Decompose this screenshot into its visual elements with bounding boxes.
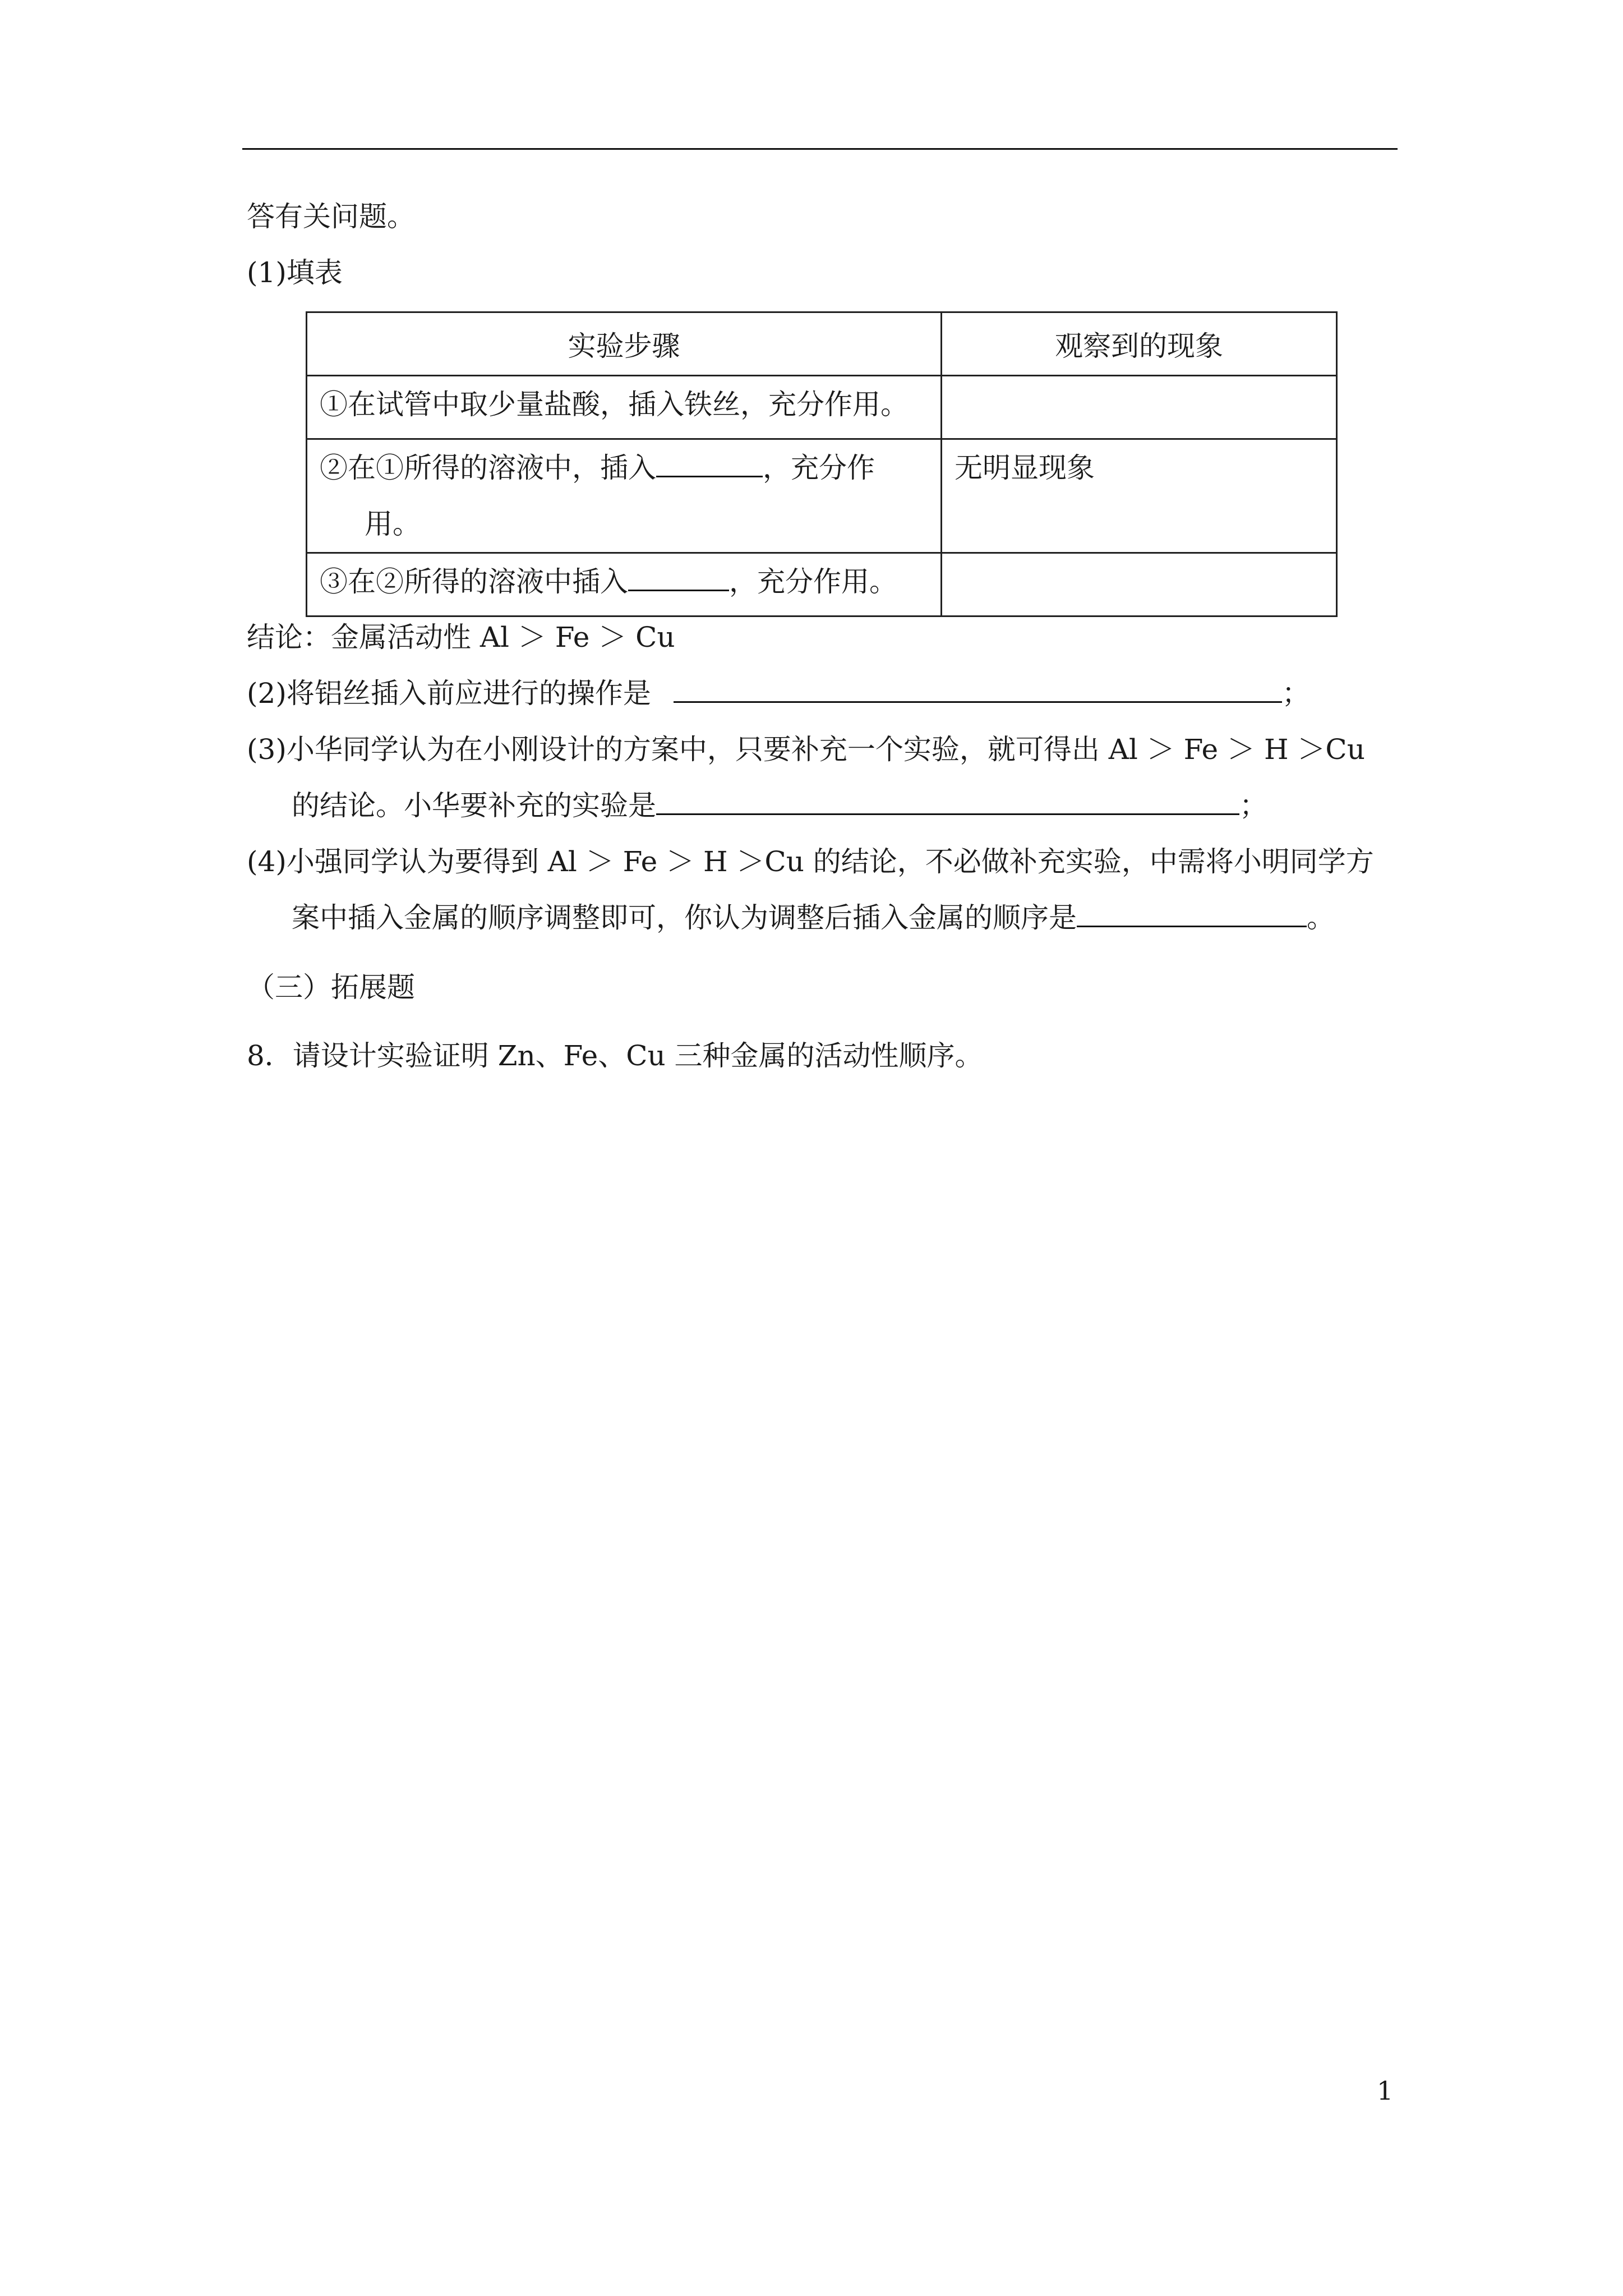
step-cell	[307, 553, 942, 616]
table-row	[307, 376, 1337, 439]
question-4-line-1: (4)小强同学认为要得到 Al ＞ Fe ＞ H ＞Cu 的结论，不必做补充实验，中需将小明同学方	[247, 845, 1374, 878]
question-4-line-2	[292, 901, 1335, 935]
step-text-b: ，充分作	[763, 452, 875, 484]
fill-blank[interactable]	[656, 789, 1239, 815]
table-header-observations: 观察到的现象	[942, 312, 1337, 376]
step-text-c: 用。	[365, 508, 421, 540]
fill-blank[interactable]	[628, 565, 729, 591]
page-number: 1	[1377, 2076, 1394, 2106]
section-3-heading: （三）拓展题	[247, 971, 415, 1004]
question-3-end: ；	[1239, 789, 1267, 822]
intro-text: 答有关问题。	[247, 200, 415, 233]
question-1-label: (1)填表	[247, 256, 343, 289]
conclusion-text: 结论：金属活动性 Al ＞ Fe ＞ Cu	[247, 621, 675, 654]
experiment-table	[306, 311, 1338, 617]
question-2	[247, 677, 1310, 710]
table-header-row	[307, 312, 1337, 376]
question-2-end: ；	[1281, 677, 1310, 710]
question-3-line-2	[292, 789, 1267, 822]
table-row	[307, 553, 1337, 616]
observation-cell: 无明显现象	[942, 439, 1337, 553]
step-cell	[307, 439, 942, 553]
table-header-steps: 实验步骤	[307, 312, 942, 376]
fill-blank[interactable]	[674, 677, 1282, 703]
fill-blank[interactable]	[1077, 901, 1307, 927]
question-4-text: 案中插入金属的顺序调整即可，你认为调整后插入金属的顺序是	[292, 901, 1077, 934]
question-8: 8．请设计实验证明 Zn、Fe、Cu 三种金属的活动性顺序。	[247, 1039, 983, 1072]
question-2-text: (2)将铝丝插入前应进行的操作是	[247, 677, 651, 710]
fill-blank[interactable]	[656, 451, 763, 477]
observation-cell	[942, 553, 1337, 616]
observation-cell	[942, 376, 1337, 439]
question-3-line-1: (3)小华同学认为在小刚设计的方案中，只要补充一个实验，就可得出 Al ＞ Fe ＞ H ＞Cu	[247, 733, 1365, 766]
table-row	[307, 439, 1337, 553]
step-cell: ①在试管中取少量盐酸，插入铁丝，充分作用。	[307, 376, 942, 439]
header-rule	[242, 148, 1398, 150]
step-text-b: ，充分作用。	[729, 565, 897, 598]
step-text-a: ②在①所得的溶液中，插入	[320, 452, 656, 484]
question-4-end: 。	[1307, 901, 1335, 934]
question-3-text: 的结论。小华要补充的实验是	[292, 789, 656, 822]
step-text	[320, 440, 928, 552]
step-text-a: ③在②所得的溶液中插入	[320, 565, 628, 598]
